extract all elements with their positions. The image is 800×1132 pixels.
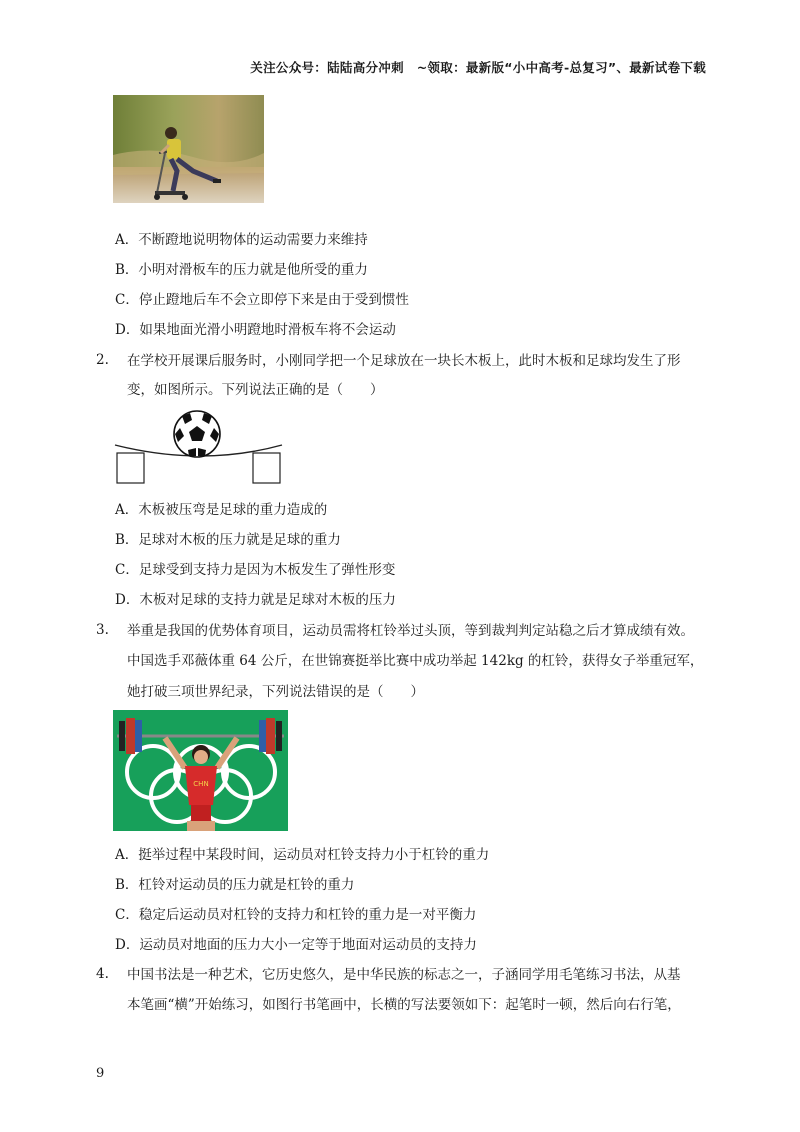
q2-stem-line-1: 在学校开展课后服务时，小刚同学把一个足球放在一块长木板上，此时木板和足球均发生了形 xyxy=(127,353,681,369)
scooter-photo xyxy=(113,95,264,203)
q1-option-a: A．不断蹬地说明物体的运动需要力来维持 xyxy=(115,232,368,248)
q3-option-d: D．运动员对地面的压力大小一定等于地面对运动员的支持力 xyxy=(115,937,477,953)
q4-number: 4. xyxy=(96,966,109,982)
q4-stem-line-2: 本笔画“横”开始练习，如图行书笔画中，长横的写法要领如下：起笔时一顿，然后向右行笔， xyxy=(127,997,681,1013)
q1-option-c: C．停止蹬地后车不会立即停下来是由于受到惯性 xyxy=(115,292,409,308)
q1-option-b: B．小明对滑板车的压力就是他所受的重力 xyxy=(115,262,368,278)
page-number: 9 xyxy=(96,1066,105,1081)
football-on-board-diagram xyxy=(112,404,287,488)
q3-option-c: C．稳定后运动员对杠铃的支持力和杠铃的重力是一对平衡力 xyxy=(115,907,477,923)
q3-option-a: A．挺举过程中某段时间，运动员对杠铃支持力小于杠铃的重力 xyxy=(115,847,490,863)
q2-option-b: B．足球对木板的压力就是足球的重力 xyxy=(115,532,341,548)
q2-stem-line-2: 变，如图所示。下列说法正确的是（ ） xyxy=(127,382,384,398)
q2-option-a: A．木板被压弯是足球的重力造成的 xyxy=(115,502,328,518)
q2-number: 2. xyxy=(96,352,109,368)
q3-option-b: B．杠铃对运动员的压力就是杠铃的重力 xyxy=(115,877,355,893)
q2-option-c: C．足球受到支持力是因为木板发生了弹性形变 xyxy=(115,562,396,578)
q4-stem-line-1: 中国书法是一种艺术，它历史悠久，是中华民族的标志之一，子涵同学用毛笔练习书法，从基 xyxy=(127,967,681,983)
page-header: 关注公众号：陆陆高分冲刺 ~领取：最新版“小中高考-总复习”、最新试卷下载 xyxy=(250,60,706,75)
q1-option-d: D．如果地面光滑小明蹬地时滑板车将不会运动 xyxy=(115,322,396,338)
q3-stem-line-1: 举重是我国的优势体育项目，运动员需将杠铃举过头顶，等到裁判判定站稳之后才算成绩有效。 xyxy=(127,623,694,639)
jersey-text: CHN xyxy=(193,780,209,788)
q3-stem-line-2: 中国选手邓薇体重 64 公斤，在世锦赛挺举比赛中成功举起 142kg 的杠铃，获得女子举重冠军， xyxy=(127,653,704,669)
weightlifter-photo xyxy=(113,710,288,831)
q2-option-d: D．木板对足球的支持力就是足球对木板的压力 xyxy=(115,592,396,608)
q3-number: 3. xyxy=(96,622,109,638)
q3-stem-line-3: 她打破三项世界纪录，下列说法错误的是（ ） xyxy=(127,684,424,700)
